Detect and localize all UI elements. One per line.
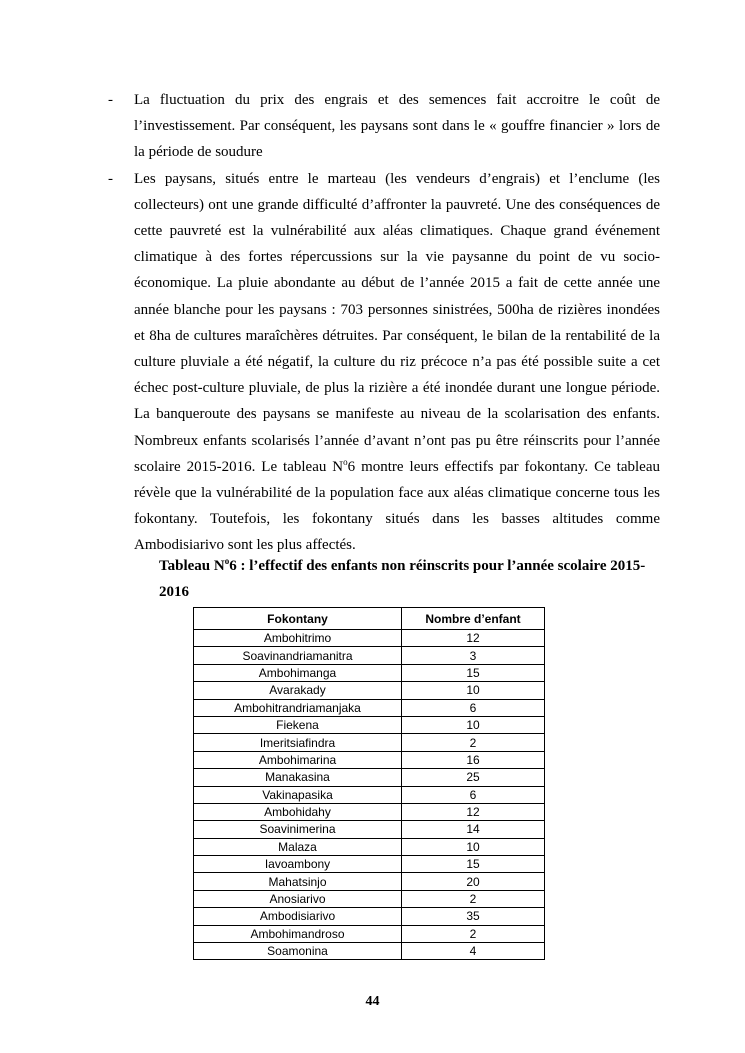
table-row <box>194 890 545 907</box>
cell-nombre: 3 <box>402 647 545 664</box>
cell-nombre: 25 <box>402 769 545 786</box>
cell-fokontany: Iavoambony <box>194 856 402 873</box>
cell-fokontany: Ambohimandroso <box>194 925 402 942</box>
column-header-fokontany: Fokontany <box>194 608 402 630</box>
cell-nombre: 2 <box>402 734 545 751</box>
cell-fokontany: Ambodisiarivo <box>194 908 402 925</box>
cell-fokontany: Mahatsinjo <box>194 873 402 890</box>
table-row <box>194 873 545 890</box>
cell-fokontany: Malaza <box>194 838 402 855</box>
cell-nombre: 6 <box>402 699 545 716</box>
fokontany-table <box>193 607 545 960</box>
cell-fokontany: Soamonina <box>194 943 402 960</box>
cell-fokontany: Avarakady <box>194 682 402 699</box>
cell-fokontany: Ambohimarina <box>194 751 402 768</box>
cell-nombre: 15 <box>402 664 545 681</box>
cell-nombre: 12 <box>402 803 545 820</box>
table-row <box>194 769 545 786</box>
table-body <box>194 630 545 960</box>
table-row <box>194 716 545 733</box>
cell-nombre: 4 <box>402 943 545 960</box>
cell-fokontany: Ambohitrimo <box>194 630 402 647</box>
table-header-row <box>194 608 545 630</box>
table-row <box>194 664 545 681</box>
cell-fokontany: Anosiarivo <box>194 890 402 907</box>
bullet-list <box>108 87 660 559</box>
cell-fokontany: Manakasina <box>194 769 402 786</box>
cell-fokontany: Vakinapasika <box>194 786 402 803</box>
cell-nombre: 10 <box>402 838 545 855</box>
cell-nombre: 20 <box>402 873 545 890</box>
table-row <box>194 699 545 716</box>
cell-nombre: 2 <box>402 925 545 942</box>
paragraph-text-continued: 6 montre leurs effectifs par fokontany. Ce tableau révèle que la vulnérabilité de la population face aux aléas climatique concerne tous les fokontany. Toutefois, les fokontany situés dans les basses altitudes comme Ambodisiarivo sont les plus affectés. <box>134 458 660 554</box>
cell-nombre: 12 <box>402 630 545 647</box>
paragraph-text: Les paysans, situés entre le marteau (les vendeurs d’engrais) et l’enclume (les collecteurs) ont une grande difficulté d’affronter la pauvreté. Une des conséquences de cette pauvreté est la vulnérabilité aux aléas climatiques. Chaque grand événement climatique à des fortes répercussions sur la vie paysanne du point de vu socio-économique. La pluie abondante au début de l’année 2015 a fait de cette année une année blanche pour les paysans : 703 personnes sinistrées, 500ha de rizières inondées et 8ha de cultures maraîchères détruites. Par conséquent, le bilan de la rentabilité de la culture pluviale a été négatif, la culture du riz précoce n’a pas été possible suite a cet échec post-culture pluviale, de plus la rizière a été inondée durant une longue période. La banqueroute des paysans se manifeste au niveau de la scolarisation des enfants. Nombreux enfants scolarisés l’année d’avant n’ont pas pu être réinscrits pour l’année scolaire 2015-2016. Le tableau N <box>134 170 660 475</box>
cell-nombre: 10 <box>402 716 545 733</box>
cell-fokontany: Ambohimanga <box>194 664 402 681</box>
table-row <box>194 786 545 803</box>
table-row <box>194 734 545 751</box>
table-row <box>194 647 545 664</box>
bullet-dash: - <box>108 170 113 187</box>
cell-nombre: 10 <box>402 682 545 699</box>
caption-text: 6 : l’effectif des enfants non réinscrits pour l’année scolaire 2015-2016 <box>159 558 646 600</box>
caption-superscript: o <box>224 556 230 566</box>
bullet-paragraph-1 <box>108 87 660 166</box>
table-row <box>194 751 545 768</box>
cell-fokontany: Fiekena <box>194 716 402 733</box>
table-row <box>194 925 545 942</box>
table-row <box>194 803 545 820</box>
cell-nombre: 35 <box>402 908 545 925</box>
table-caption <box>159 553 659 605</box>
table-row <box>194 821 545 838</box>
bullet-paragraph-2 <box>108 166 660 559</box>
cell-nombre: 6 <box>402 786 545 803</box>
paragraph-text: La fluctuation du prix des engrais et des semences fait accroitre le coût de l’investissement. Par conséquent, les paysans sont dans le « gouffre financier » lors de la période de soudure <box>134 92 660 161</box>
table-row <box>194 856 545 873</box>
cell-fokontany: Imeritsiafindra <box>194 734 402 751</box>
table-row <box>194 943 545 960</box>
page-number: 44 <box>365 994 380 1009</box>
cell-fokontany: Ambohitrandriamanjaka <box>194 699 402 716</box>
cell-fokontany: Soavinandriamanitra <box>194 647 402 664</box>
table-row <box>194 908 545 925</box>
table-row <box>194 630 545 647</box>
cell-fokontany: Ambohidahy <box>194 803 402 820</box>
cell-fokontany: Soavinimerina <box>194 821 402 838</box>
superscript-o: o <box>343 456 348 467</box>
column-header-nombre: Nombre d’enfant <box>402 608 545 630</box>
table-row <box>194 682 545 699</box>
cell-nombre: 16 <box>402 751 545 768</box>
bullet-dash: - <box>108 92 113 108</box>
cell-nombre: 14 <box>402 821 545 838</box>
table-row <box>194 838 545 855</box>
cell-nombre: 15 <box>402 856 545 873</box>
cell-nombre: 2 <box>402 890 545 907</box>
caption-prefix: Tableau N <box>159 558 225 574</box>
